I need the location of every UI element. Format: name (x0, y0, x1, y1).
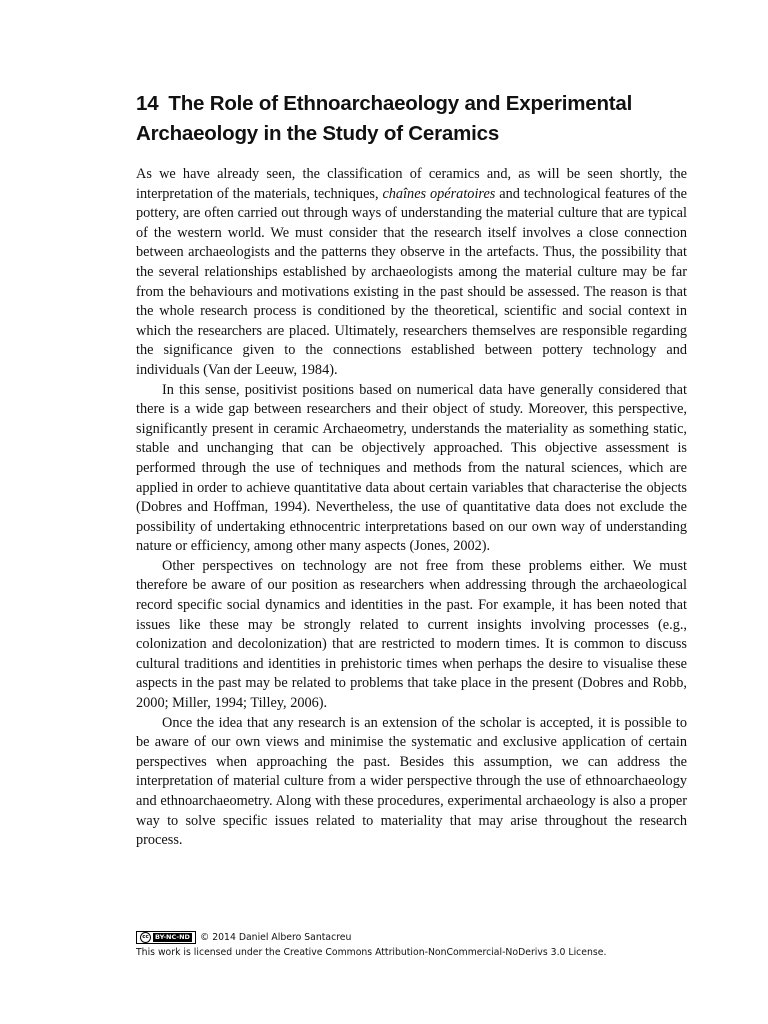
cc-badge-label: BY-NC-ND (155, 933, 190, 941)
paragraph-1-italic-term: chaînes opératoires (382, 185, 496, 202)
paragraph-4: Once the idea that any research is an extension of the scholar is accepted, it is possible to be aware of our own views and minimise the systematic and exclusive application of certain perspectives when approaching the past. Besides this assumption, we can address the interpretation of material culture from a wider perspective through the use of ethnoarchaeology and ethnoarchaeometry. Along with these procedures, experimental archaeology is also a proper way to solve specific issues related to materiality that may arise throughout the research process. (136, 714, 687, 849)
paragraph-1-text-a: As we have already seen, the classification of ceramics and, as will be seen shortly, the interpretation of the materials, techniques, (136, 166, 687, 202)
page-footer (136, 930, 696, 960)
copyright-line (136, 930, 696, 945)
paragraph-3: Other perspectives on technology are not free from these problems either. We must therefore be aware of our position as researchers when addressing through the archaeological record specific social dynamics and identities in the past. For example, it has been noted that issues like these may be strongly related to current insights involving processes (e.g., colonization and decolonization) that are restricted to modern times. It is common to discuss cultural traditions and identities in prehistoric times when perhaps the desire to visualise these aspects in the past may be related to problems that take place in the present (Dobres and Robb, 2000; Miller, 1994; Tilley, 2006). (136, 557, 687, 712)
license-text: This work is licensed under the Creative Commons Attribution-NonCommercial-NoDerivs 3.0 License. (136, 947, 607, 958)
chapter-title-line-2: Archaeology in the Study of Ceramics (136, 122, 500, 145)
body-text (136, 165, 687, 851)
chapter-heading (136, 89, 696, 149)
chapter-number: 14 (136, 92, 159, 115)
cc-icon: cc (140, 932, 151, 943)
paragraph-1 (136, 165, 687, 381)
paragraph-2: In this sense, positivist positions based on numerical data have generally considered that there is a wide gap between researchers and their object of study. Moreover, this perspective, significantly present in ceramic Archaeometry, understands the materiality as something static, stable and unchanging that can be objectively approached. This objective assessment is performed through the use of techniques and methods from the natural sciences, which are applied in order to achieve quantitative data about certain variables that characterise the objects (Dobres and Hoffman, 1994). Nevertheless, the use of quantitative data does not exclude the possibility of undertaking ethnocentric interpretations based on our own way of understanding nature or efficiency, among other many aspects (Jones, 2002). (136, 381, 687, 555)
cc-license-badge (136, 931, 196, 944)
chapter-title-line-1: The Role of Ethnoarchaeology and Experimental (168, 92, 633, 115)
copyright-text: © 2014 Daniel Albero Santacreu (199, 932, 352, 943)
paragraph-1-text-b: and technological features of the pottery, are often carried out through ways of understanding the material culture that are typical of the western world. We must consider that the research itself involves a close connection between archaeologists and the patterns they observe in the artefacts. Thus, the possibility that the several relationships established by archaeologists among the material culture may be far from the behaviours and motivations existing in the past should be assessed. The reason is that the whole research process is conditioned by the theoretical, scientific and social context in which the researchers are placed. Ultimately, researchers themselves are responsible regarding the significance given to the connections established between pottery technology and individuals (Van der Leeuw, 1984). (136, 185, 687, 378)
